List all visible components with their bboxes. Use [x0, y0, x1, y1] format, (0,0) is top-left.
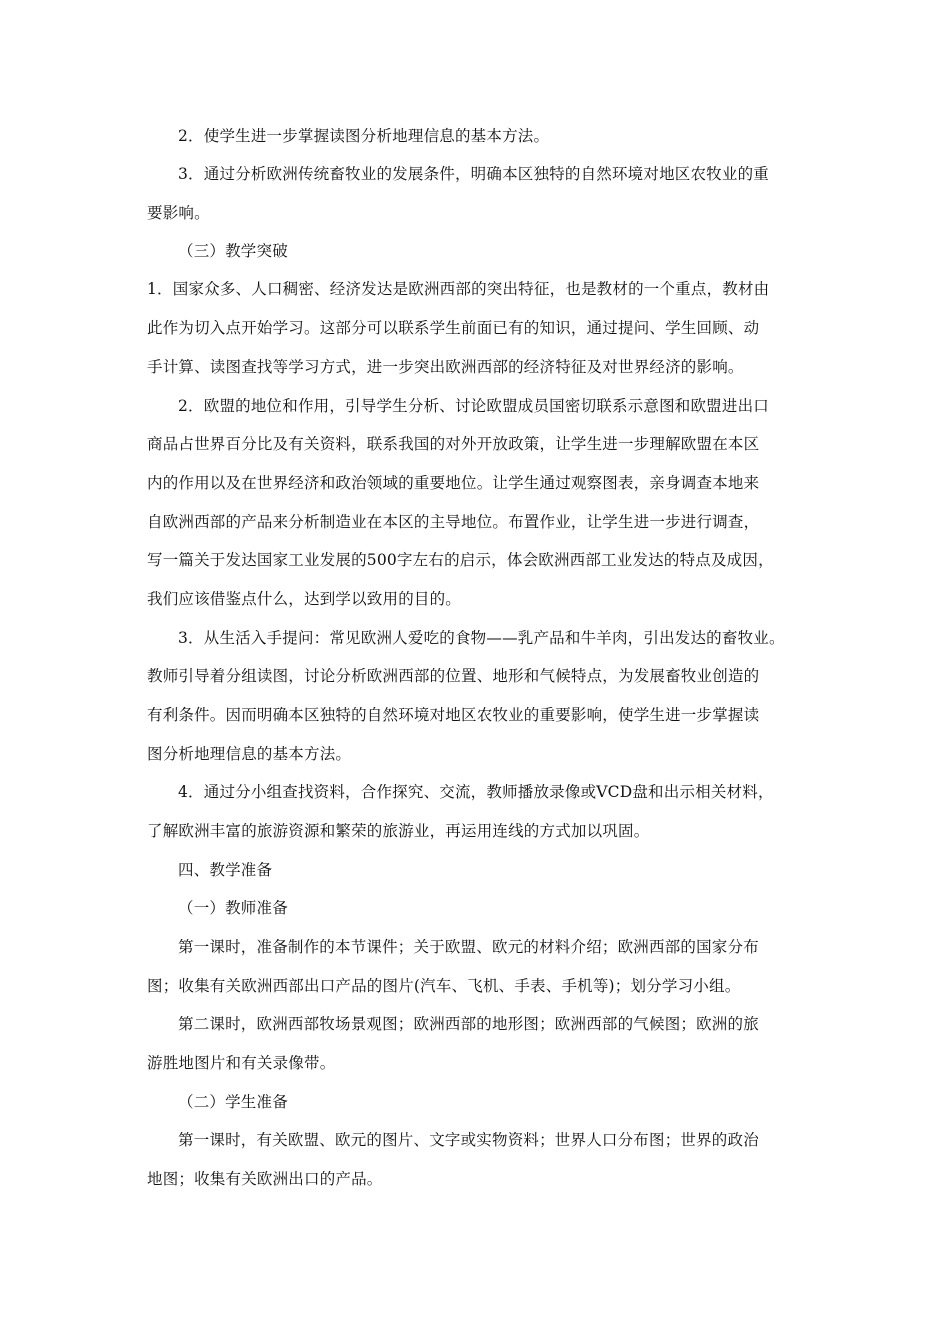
paragraph-line: 游胜地图片和有关录像带。 [147, 1054, 336, 1072]
paragraph-line: 2．使学生进一步掌握读图分析地理信息的基本方法。 [178, 127, 550, 145]
paragraph-line: 有利条件。因而明确本区独特的自然环境对地区农牧业的重要影响，使学生进一步掌握读 [147, 706, 760, 724]
paragraph-line: 图；收集有关欧洲西部出口产品的图片(汽车、飞机、手表、手机等)；划分学习小组。 [147, 977, 741, 995]
paragraph-line: 内的作用以及在世界经济和政治领域的重要地位。让学生通过观察图表，亲身调查本地来 [147, 474, 760, 492]
section-heading: 四、教学准备 [178, 861, 273, 879]
paragraph-line: 了解欧洲丰富的旅游资源和繁荣的旅游业，再运用连线的方式加以巩固。 [147, 822, 650, 840]
paragraph-line: 要影响。 [147, 204, 210, 222]
paragraph-line: 2．欧盟的地位和作用，引导学生分析、讨论欧盟成员国密切联系示意图和欧盟进出口 [178, 397, 769, 415]
paragraph-line: 图分析地理信息的基本方法。 [147, 745, 352, 763]
paragraph-line: 3．通过分析欧洲传统畜牧业的发展条件，明确本区独特的自然环境对地区农牧业的重 [178, 165, 769, 183]
paragraph-line: 1．国家众多、人口稠密、经济发达是欧洲西部的突出特征，也是教材的一个重点，教材由 [147, 280, 770, 298]
paragraph-line: 第二课时，欧洲西部牧场景观图；欧洲西部的地形图；欧洲西部的气候图；欧洲的旅 [178, 1015, 759, 1033]
paragraph-line: 写一篇关于发达国家工业发展的500字左右的启示，体会欧洲西部工业发达的特点及成因， [147, 551, 774, 569]
paragraph-line: 商品占世界百分比及有关资料，联系我国的对外开放政策，让学生进一步理解欧盟在本区 [147, 435, 760, 453]
section-heading: （一）教师准备 [178, 899, 288, 917]
paragraph-line: 第一课时，有关欧盟、欧元的图片、文字或实物资料；世界人口分布图；世界的政治 [178, 1131, 759, 1149]
paragraph-line: 此作为切入点开始学习。这部分可以联系学生前面已有的知识，通过提问、学生回顾、动 [147, 319, 760, 337]
paragraph-line: 地图；收集有关欧洲出口的产品。 [147, 1170, 383, 1188]
paragraph-line: 3．从生活入手提问：常见欧洲人爱吃的食物——乳产品和牛羊肉，引出发达的畜牧业。 [178, 629, 785, 647]
section-heading: （二）学生准备 [178, 1093, 288, 1111]
paragraph-line: 第一课时，准备制作的本节课件；关于欧盟、欧元的材料介绍；欧洲西部的国家分布 [178, 938, 759, 956]
paragraph-line: 自欧洲西部的产品来分析制造业在本区的主导地位。布置作业，让学生进一步进行调查， [147, 513, 760, 531]
paragraph-line: 4．通过分小组查找资料，合作探究、交流，教师播放录像或VCD盘和出示相关材料， [178, 783, 774, 801]
section-heading: （三）教学突破 [178, 242, 288, 260]
paragraph-line: 我们应该借鉴点什么，达到学以致用的目的。 [147, 590, 462, 608]
paragraph-line: 手计算、读图查找等学习方式，进一步突出欧洲西部的经济特征及对世界经济的影响。 [147, 358, 744, 376]
paragraph-line: 教师引导着分组读图，讨论分析欧洲西部的位置、地形和气候特点，为发展畜牧业创造的 [147, 667, 760, 685]
